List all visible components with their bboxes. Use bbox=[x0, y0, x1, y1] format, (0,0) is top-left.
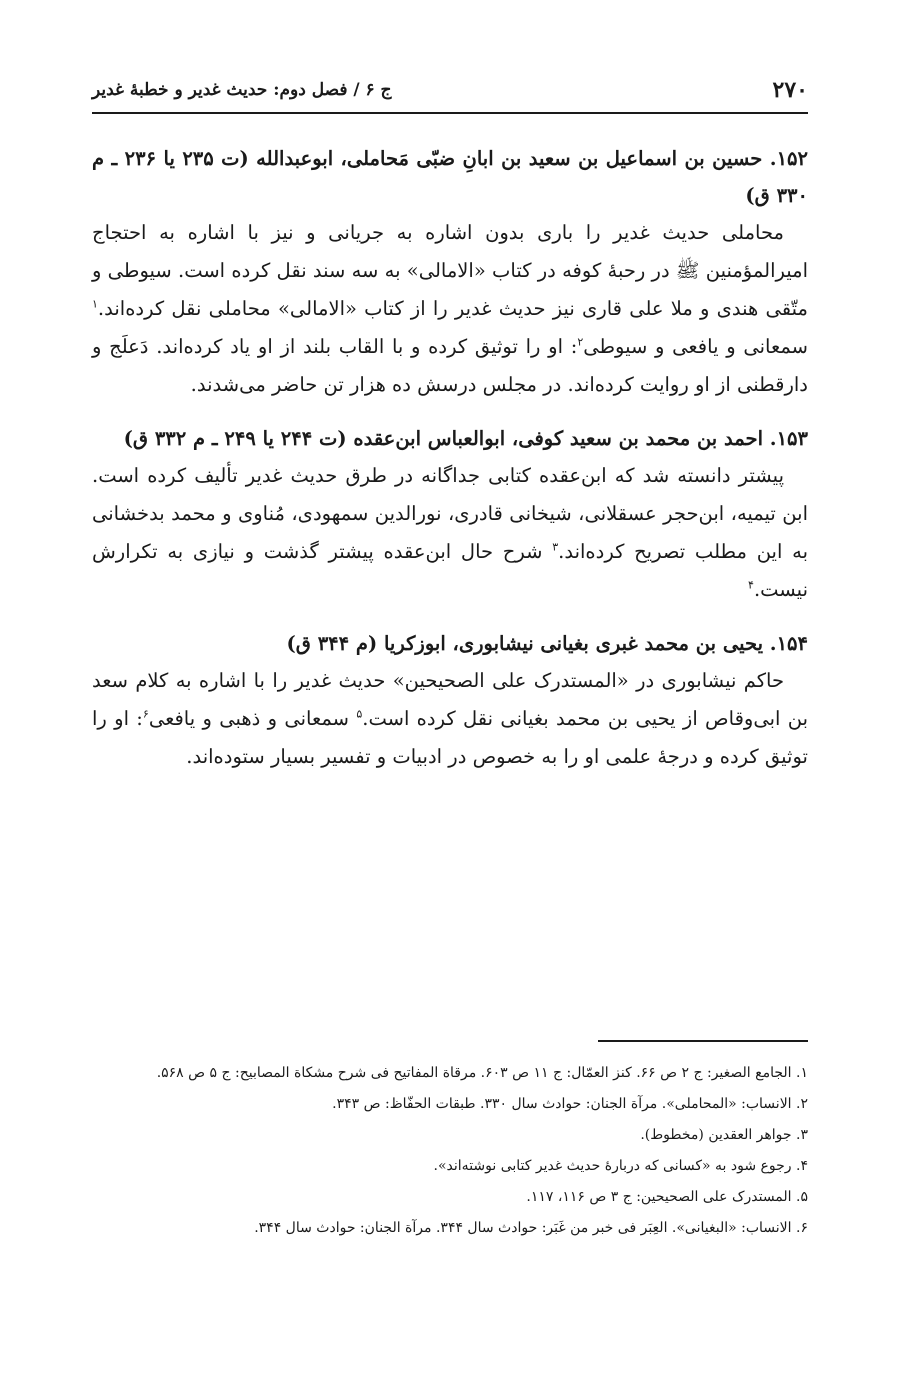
entry-title: ۱۵۳. احمد بن محمد بن سعید کوفی، ابوالعباس ابن‌عقده (ت ۲۴۴ یا ۲۴۹ ـ م ۳۳۲ ق) bbox=[123, 427, 808, 450]
entry-title: ۱۵۲. حسین بن اسماعیل بن سعید بن ابانِ ضبّی مَحاملی، ابوعبدالله (ت ۲۳۵ یا ۲۳۶ ـ م ۳۳۰ ق) bbox=[92, 147, 808, 207]
paragraph-text: سمعانی و یافعی و سیوطی bbox=[583, 335, 808, 358]
page-body bbox=[92, 140, 808, 792]
footnote-2: ۲. الانساب: «المحاملی». مرآة الجنان: حوادث سال ۳۳۰. طبقات الحفّاظ: ص ۳۴۳. bbox=[332, 1096, 808, 1112]
paragraph-text: محاملی حدیث غدیر را باری بدون اشاره به جریانی و نیز با اشاره به احتجاج امیرالمؤمنین ﷺ در رحبهٔ کوفه در کتاب «الامالی» به سه سند نقل کرده است. سیوطی و متّقی هندی و ملا علی قاری نیز حدیث غدیر را از کتاب «الامالی» محاملی نقل کرده‌اند. bbox=[92, 221, 808, 320]
paragraph-text: : او را توثیق کرده و با القاب بلند از او یاد کرده‌اند. دَعلَج و دارقطنی از او روایت کرده‌اند. در مجلس درسش ده هزار تن حاضر می‌شدند. bbox=[92, 335, 808, 396]
footnote-ref: ۱ bbox=[92, 297, 98, 311]
footnote-5: ۵. المستدرک علی الصحیحین: ج ۳ ص ۱۱۶، ۱۱۷. bbox=[526, 1189, 808, 1205]
paragraph-text: سمعانی و ذهبی و یافعی bbox=[148, 707, 357, 730]
footnote-4: ۴. رجوع شود به «کسانی که دربارهٔ حدیث غدیر کتابی نوشته‌اند». bbox=[433, 1158, 808, 1174]
paragraph-text: حاکم نیشابوری در «المستدرک علی الصحیحین» حدیث غدیر را با اشاره به کلام سعد بن ابی‌وقاص از یحیی بن محمد بغیانی نقل کرده است. bbox=[92, 669, 809, 730]
footnotes bbox=[92, 1058, 808, 1244]
entry-153 bbox=[92, 420, 808, 609]
paragraph-text: پیشتر دانسته شد که ابن‌عقده کتابی جداگانه در طرق حدیث غدیر تألیف کرده است. ابن تیمیه، ابن‌حجر عسقلانی، شیخانی قادری، نورالدین سمهودی، مُناوی و محمد بدخشانی به این مطلب تصریح کرده‌اند. bbox=[92, 464, 808, 563]
entry-154 bbox=[92, 625, 808, 776]
entry-paragraph bbox=[92, 457, 808, 609]
page-number: ۲۷۰ bbox=[772, 77, 808, 103]
entry-paragraph bbox=[92, 662, 808, 776]
paragraph-text: شرح حال ابن‌عقده پیشتر گذشت و نیازی به تکرارش نیست. bbox=[92, 540, 808, 601]
footnote-1: ۱. الجامع الصغیر: ج ۲ ص ۶۶. کنز العمّال: ج ۱۱ ص ۶۰۳. مرقاة المفاتیح فی شرح مشکاة المصابیح: ج ۵ ص ۵۶۸. bbox=[156, 1065, 808, 1081]
entry-152 bbox=[92, 140, 808, 404]
paragraph-text: : او را توثیق کرده و درجهٔ علمی او را به خصوص در ادبیات و تفسیر بسیار ستوده‌اند. bbox=[92, 707, 808, 768]
footnote-ref: ۴ bbox=[748, 578, 754, 592]
footnote-ref: ۲ bbox=[577, 335, 584, 349]
entry-title: ۱۵۴. یحیی بن محمد غبری بغیانی نیشابوری، ابوزکریا (م ۳۴۴ ق) bbox=[286, 632, 808, 655]
running-title: ج ۶ / فصل دوم: حدیث غدیر و خطبهٔ غدیر bbox=[92, 80, 392, 100]
entry-paragraph bbox=[92, 214, 808, 404]
footnote-3: ۳. جواهر العقدین (مخطوط). bbox=[640, 1127, 808, 1143]
footnote-ref: ۵ bbox=[356, 707, 363, 721]
footnote-divider bbox=[598, 1040, 808, 1042]
footnote-ref: ۶ bbox=[142, 707, 149, 721]
footnote-ref: ۳ bbox=[552, 540, 559, 554]
footnote-6: ۶. الانساب: «البغیانی». العِبَر فی خبر من غَبَر: حوادث سال ۳۴۴. مرآة الجنان: حوادث سال ۳۴۴. bbox=[254, 1220, 808, 1236]
page-header bbox=[92, 68, 808, 114]
